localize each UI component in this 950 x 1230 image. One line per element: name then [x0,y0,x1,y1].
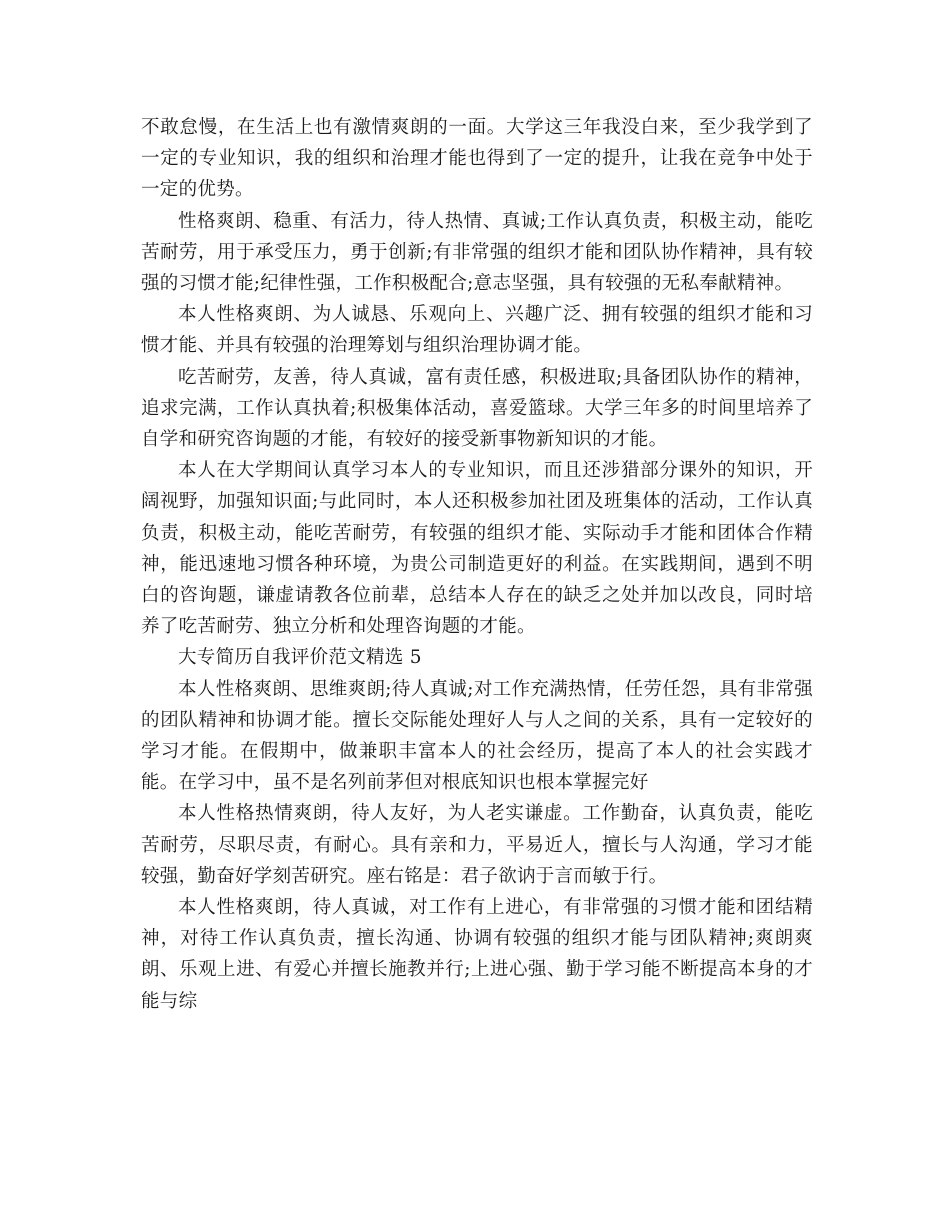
paragraph: 吃苦耐劳，友善，待人真诚，富有责任感，积极进取;具备团队协作的精神，追求完满，工作认真执着;积极集体活动，喜爱篮球。大学三年多的时间里培养了自学和研究咨询题的才能，有较好的接受新事物新知识的才能。 [141,366,813,451]
paragraph-continuation: 不敢怠慢，在生活上也有激情爽朗的一面。大学这三年我没白来，至少我学到了一定的专业知识，我的组织和治理才能也得到了一定的提升，让我在竞争中处于一定的优势。 [141,117,813,201]
paragraph: 本人性格爽朗、思维爽朗;待人真诚;对工作充满热情，任劳任怨，具有非常强的团队精神和协调才能。擅长交际能处理好人与人之间的关系，具有一定较好的学习才能。在假期中，做兼职丰富本人的社会经历，提高了本人的社会实践才能。在学习中，虽不是名列前茅但对根底知识也根本掌握完好 [141,678,813,794]
document-body [141,112,813,1017]
paragraph: 本人性格热情爽朗，待人友好，为人老实谦虚。工作勤奋，认真负责，能吃苦耐劳，尽职尽责，有耐心。具有亲和力，平易近人，擅长与人沟通，学习才能较强，勤奋好学刻苦研究。座右铭是：君子欲讷于言而敏于行。 [141,803,813,887]
paragraph: 性格爽朗、稳重、有活力，待人热情、真诚;工作认真负责，积极主动，能吃苦耐劳，用于承受压力，勇于创新;有非常强的组织才能和团队协作精神，具有较强的习惯才能;纪律性强，工作积极配合;意志坚强，具有较强的无私奉献精神。 [141,210,813,295]
paragraph: 本人在大学期间认真学习本人的专业知识，而且还涉猎部分课外的知识，开阔视野，加强知识面;与此同时，本人还积极参加社团及班集体的活动，工作认真负责，积极主动，能吃苦耐劳，有较强的组织才能、实际动手才能和团体合作精神，能迅速地习惯各种环境，为贵公司制造更好的利益。在实践期间，遇到不明白的咨询题，谦虚请教各位前辈，总结本人存在的缺乏之处并加以改良，同时培养了吃苦耐劳、独立分析和处理咨询题的才能。 [141,460,813,638]
section-heading: 大专简历自我评价范文精选 5 [178,647,422,669]
paragraph: 本人性格爽朗、为人诚恳、乐观向上、兴趣广泛、拥有较强的组织才能和习惯才能、并具有较强的治理筹划与组织治理协调才能。 [141,304,813,357]
paragraph: 本人性格爽朗，待人真诚，对工作有上进心，有非常强的习惯才能和团结精神，对待工作认真负责，擅长沟通、协调有较强的组织才能与团队精神;爽朗爽朗、乐观上进、有爱心并擅长施教并行;上进心强、勤于学习能不断提高本身的才能与综 [141,897,813,1012]
